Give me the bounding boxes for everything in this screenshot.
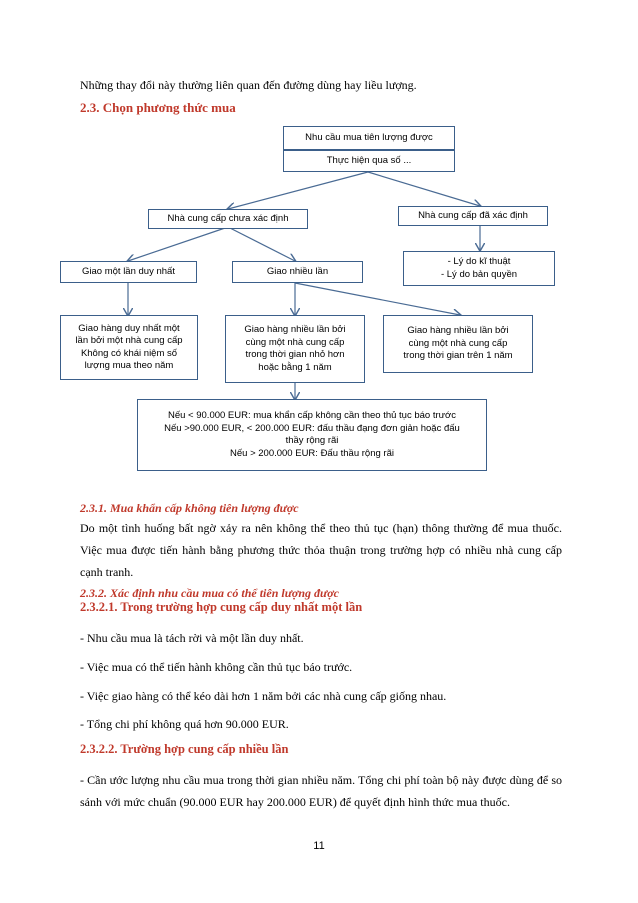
s2321-item-3: - Việc giao hàng có thể kéo dài hơn 1 năm bởi các nhà cung cấp giống nhau. bbox=[80, 689, 447, 703]
s2321-item-1: - Nhu cầu mua là tách rời và một lần duy nhất. bbox=[80, 631, 304, 645]
supplier-undetermined-box: Nhà cung cấp chưa xác định bbox=[148, 209, 308, 229]
intro-line: Những thay đổi này thường liên quan đến đường dùng hay liều lượng. bbox=[80, 78, 417, 92]
section-heading: 2.3. Chọn phương thức mua bbox=[80, 100, 236, 115]
many-long-box: Giao hàng nhiều lần bởi cùng một nhà cung cấp trong thời gian trên 1 năm bbox=[383, 315, 533, 373]
threshold-2-cont: thầy rộng rãi bbox=[285, 435, 339, 446]
deliver-many-box: Giao nhiều lần bbox=[232, 261, 363, 283]
reason-copyright: - Lý do bản quyền bbox=[440, 268, 518, 280]
s231-title: 2.3.1. Mua khẩn cấp không tiên lượng được bbox=[80, 501, 299, 515]
s2321-title: 2.3.2.1. Trong trường hợp cung cấp duy nhất một lần bbox=[80, 600, 363, 614]
reason-technical: - Lý do kĩ thuật bbox=[447, 256, 511, 267]
s2322-body: - Cần ước lượng nhu cầu mua trong thời gian nhiều năm. Tổng chi phí toàn bộ này được dùng để so sánh với mức chuẩn (90.000 EUR hay 200.000 EUR) để quyết định hình thức mua thuốc. bbox=[80, 773, 562, 809]
many-short-box: Giao hàng nhiều lần bởi cùng một nhà cung cấp trong thời gian nhỏ hơn hoặc bằng 1 năm bbox=[225, 315, 365, 383]
s231-body: Do một tình huống bất ngờ xảy ra nên không thể theo thủ tục (hạn) thông thường để mua thuốc. Việc mua được tiến hành bằng phương thức thỏa thuận trong trường hợp có nhiều nhà cung cấp cạnh tranh. bbox=[80, 521, 562, 579]
threshold-2: Nếu >90.000 EUR, < 200.000 EUR: đấu thầu đạng đơn giản hoặc đấu bbox=[164, 422, 460, 434]
once-detail-box: Giao hàng duy nhất một lần bởi một nhà cung cấp Không có khái niệm số lượng mua theo năm bbox=[60, 315, 198, 380]
thresholds-box bbox=[137, 399, 487, 471]
top-sub-box: Thực hiện qua số ... bbox=[283, 150, 455, 172]
s2321-item-2: - Việc mua có thể tiến hành không cần thủ tục báo trước. bbox=[80, 660, 353, 674]
page-number: 11 bbox=[313, 840, 325, 852]
s2322-title: 2.3.2.2. Trường hợp cung cấp nhiều lần bbox=[80, 742, 289, 756]
s2321-item-4: - Tổng chi phí không quá hơn 90.000 EUR. bbox=[80, 717, 289, 731]
reasons-box bbox=[403, 251, 555, 286]
top-box: Nhu cầu mua tiên lượng được bbox=[283, 126, 455, 150]
deliver-once-box: Giao một lần duy nhất bbox=[60, 261, 197, 283]
threshold-3: Nếu > 200.000 EUR: Đấu thầu rộng rãi bbox=[230, 447, 394, 459]
s232-title: 2.3.2. Xác định nhu cầu mua có thể tiên lượng được bbox=[80, 586, 339, 600]
threshold-1: Nếu < 90.000 EUR: mua khẩn cấp không cần theo thủ tục báo trước bbox=[167, 410, 456, 421]
supplier-determined-box: Nhà cung cấp đã xác định bbox=[398, 206, 548, 226]
